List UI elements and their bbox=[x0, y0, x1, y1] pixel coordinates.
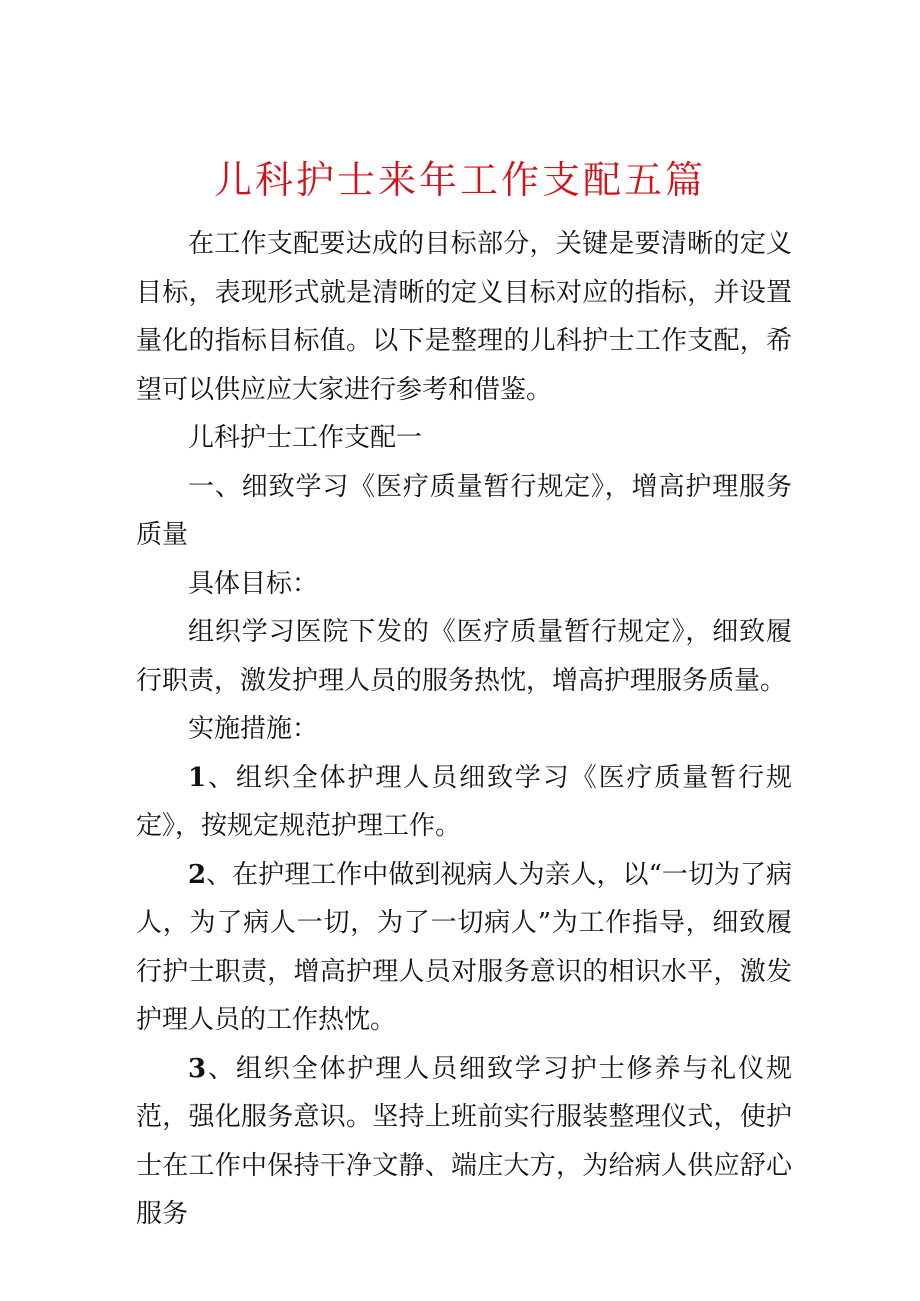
goal-label: 具体目标： bbox=[188, 568, 319, 599]
measure-number: 1 bbox=[188, 762, 207, 793]
measure-text: 、组织全体护理人员细致学习《医疗质量暂行规定》，按规定规范护理工作。 bbox=[136, 762, 792, 841]
measure-item bbox=[136, 1045, 792, 1239]
measure-number: 2 bbox=[188, 859, 207, 890]
measures-label: 实施措施： bbox=[188, 714, 319, 744]
measure-item bbox=[136, 851, 792, 1045]
document-title: 儿科护士来年工作支配五篇 bbox=[213, 158, 706, 202]
section-title: 儿科护士工作支配一 bbox=[188, 423, 423, 453]
measure-text: 、组织全体护理人员细致学习护士修养与礼仪规范，强化服务意识。坚持上班前实行服装整理仪式，使护士在工作中保持干净文静、端庄大方，为给病人供应舒心服务 bbox=[136, 1053, 792, 1229]
intro-paragraph: 在工作支配要达成的目标部分，关键是要清晰的定义目标，表现形式就是清晰的定义目标对应的指标，并设置量化的指标目标值。以下是整理的儿科护士工作支配，希望可以供应应大家进行参考和借鉴。 bbox=[136, 229, 792, 405]
goal-text: 组织学习医院下发的《医疗质量暂行规定》，细致履行职责，激发护理人员的服务热忱，增高护理服务质量。 bbox=[136, 617, 792, 696]
heading-1: 一、细致学习《医疗质量暂行规定》，增高护理服务质量 bbox=[136, 471, 792, 550]
measure-number: 3 bbox=[188, 1053, 207, 1084]
measure-text: 、在护理工作中做到视病人为亲人，以“一切为了病人，为了病人一切，为了一切病人”为工作指导，细致履行护士职责，增高护理人员对服务意识的相识水平，激发护理人员的工作热忱。 bbox=[136, 859, 792, 1035]
document-body bbox=[136, 220, 792, 1239]
measure-item bbox=[136, 754, 792, 851]
